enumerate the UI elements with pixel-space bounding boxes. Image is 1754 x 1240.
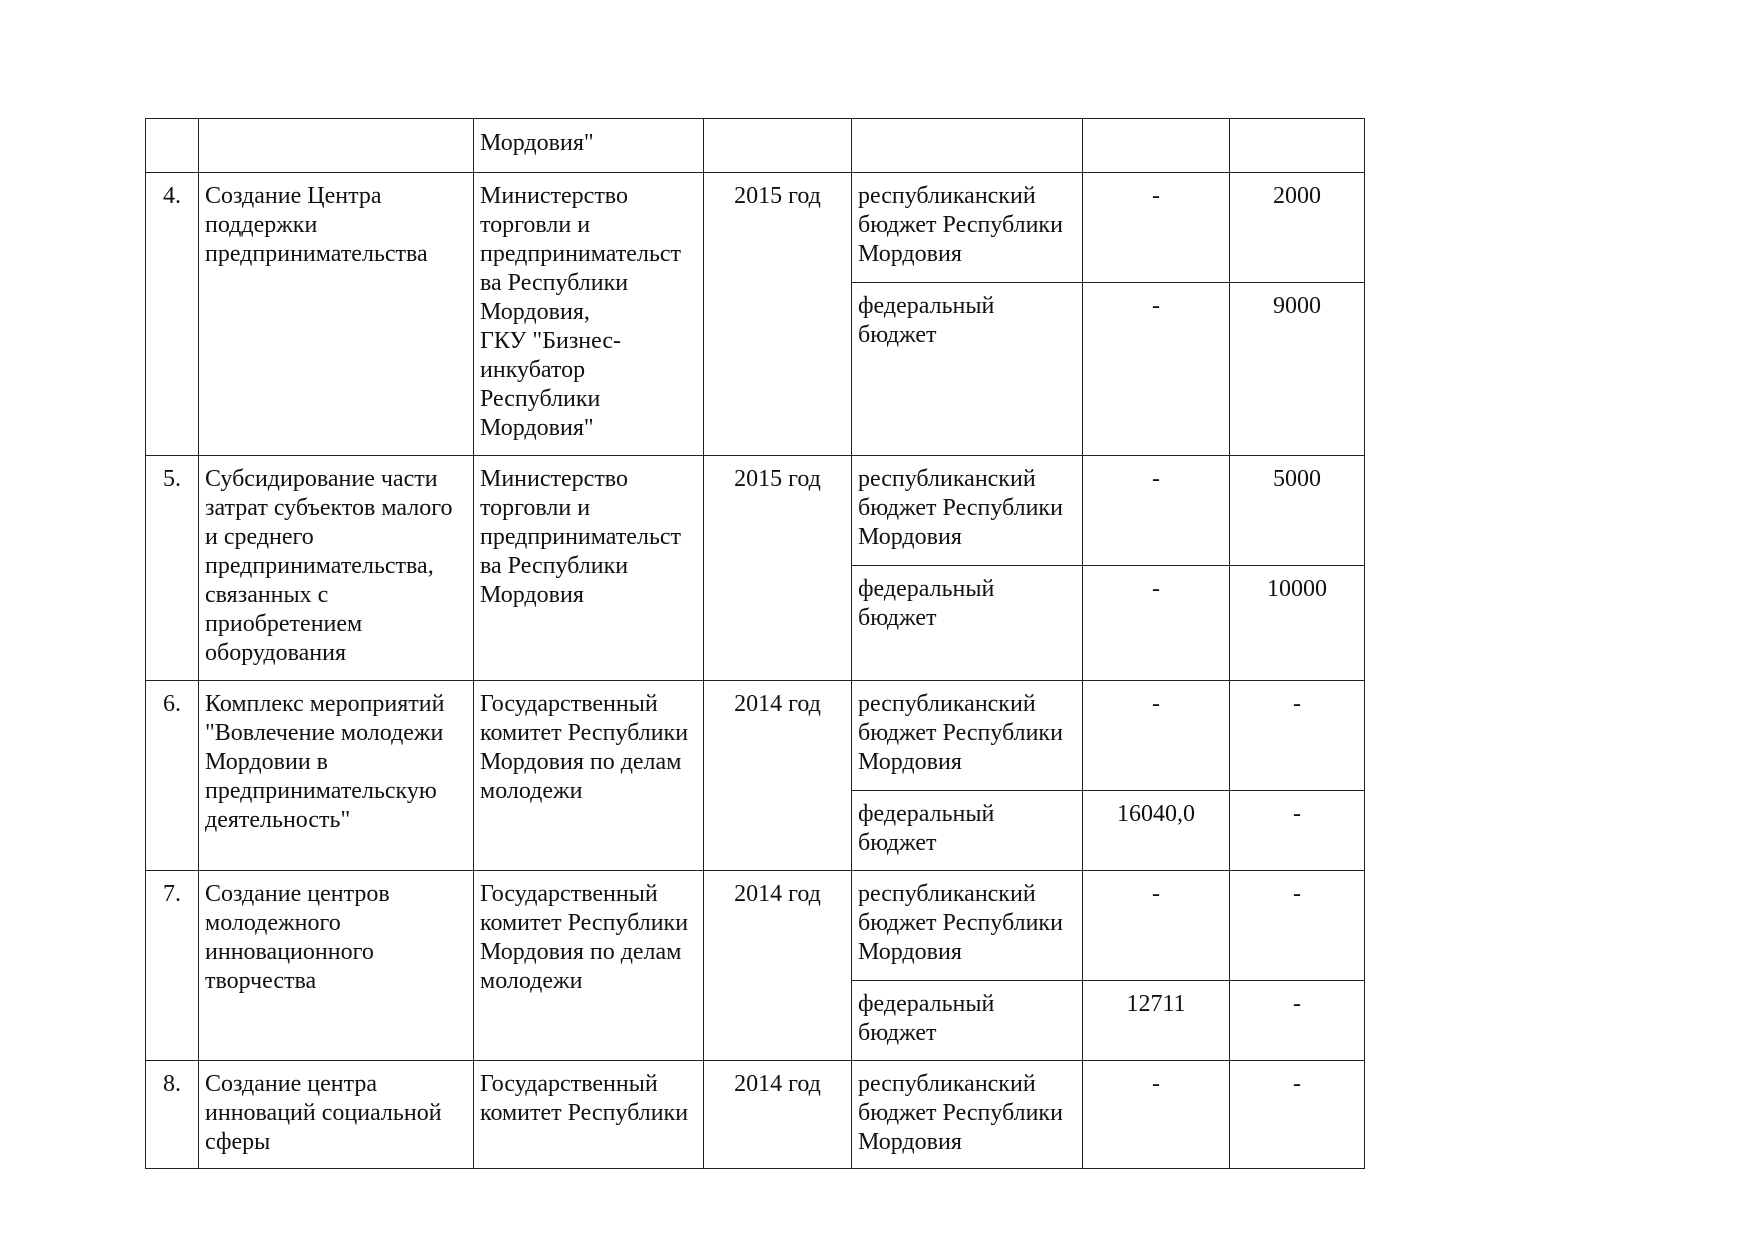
measure-year: 2015 год	[704, 456, 852, 681]
funding-source: федеральный бюджет	[852, 791, 1083, 871]
table-cell-executor: Мордовия"	[474, 119, 704, 173]
funding-value-2014: 16040,0	[1083, 791, 1230, 871]
table-row	[146, 681, 1365, 791]
measure-name: Создание Центра поддержки предпринимательства	[199, 173, 474, 456]
continuation-row	[146, 119, 1365, 173]
funding-value-2015: -	[1230, 981, 1365, 1061]
measure-executor: Министерство торговли и предпринимательст ва Республики Мордовия, ГКУ "Бизнес-инкубатор Республики Мордовия"	[474, 173, 704, 456]
funding-value-2014: -	[1083, 283, 1230, 456]
table-cell-value-2014	[1083, 119, 1230, 173]
table-cell-num	[146, 119, 199, 173]
table-cell-source	[852, 119, 1083, 173]
funding-value-2014: -	[1083, 456, 1230, 566]
funding-source: республиканский бюджет Республики Мордовия	[852, 456, 1083, 566]
funding-value-2015: 5000	[1230, 456, 1365, 566]
row-number: 7.	[146, 871, 199, 1061]
funding-value-2014: 12711	[1083, 981, 1230, 1061]
funding-source: федеральный бюджет	[852, 283, 1083, 456]
funding-source: республиканский бюджет Республики Мордовия	[852, 681, 1083, 791]
funding-source: республиканский бюджет Республики Мордовия	[852, 1061, 1083, 1169]
row-number: 8.	[146, 1061, 199, 1169]
funding-source: республиканский бюджет Республики Мордовия	[852, 173, 1083, 283]
funding-value-2015: -	[1230, 681, 1365, 791]
funding-source: федеральный бюджет	[852, 981, 1083, 1061]
measure-year: 2014 год	[704, 681, 852, 871]
measure-executor: Государственный комитет Республики Мордовия по делам молодежи	[474, 681, 704, 871]
funding-value-2014: -	[1083, 173, 1230, 283]
funding-value-2014: -	[1083, 566, 1230, 681]
measure-name: Субсидирование части затрат субъектов малого и среднего предпринимательства, связанных с приобретением оборудования	[199, 456, 474, 681]
measure-name: Создание центра инноваций социальной сферы	[199, 1061, 474, 1169]
measure-executor: Государственный комитет Республики Мордовия по делам молодежи	[474, 871, 704, 1061]
measure-executor: Министерство торговли и предпринимательст ва Республики Мордовия	[474, 456, 704, 681]
table-cell-value-2015	[1230, 119, 1365, 173]
funding-value-2014: -	[1083, 871, 1230, 981]
funding-source: республиканский бюджет Республики Мордовия	[852, 871, 1083, 981]
row-number: 4.	[146, 173, 199, 456]
table-row	[146, 871, 1365, 981]
table-row	[146, 173, 1365, 283]
table-cell-name	[199, 119, 474, 173]
funding-value-2015: -	[1230, 1061, 1365, 1169]
table-cell-year	[704, 119, 852, 173]
measure-name: Комплекс мероприятий "Вовлечение молодежи Мордовии в предпринимательскую деятельность"	[199, 681, 474, 871]
row-number: 5.	[146, 456, 199, 681]
funding-value-2014: -	[1083, 681, 1230, 791]
measure-year: 2014 год	[704, 1061, 852, 1169]
row-number: 6.	[146, 681, 199, 871]
funding-value-2015: -	[1230, 791, 1365, 871]
measure-executor: Государственный комитет Республики	[474, 1061, 704, 1169]
funding-value-2014: -	[1083, 1061, 1230, 1169]
funding-value-2015: -	[1230, 871, 1365, 981]
table-row	[146, 1061, 1365, 1169]
funding-value-2015: 2000	[1230, 173, 1365, 283]
measure-year: 2014 год	[704, 871, 852, 1061]
measure-name: Создание центров молодежного инновационного творчества	[199, 871, 474, 1061]
funding-source: федеральный бюджет	[852, 566, 1083, 681]
funding-value-2015: 9000	[1230, 283, 1365, 456]
funding-value-2015: 10000	[1230, 566, 1365, 681]
measures-table	[145, 118, 1365, 1169]
table-row	[146, 456, 1365, 566]
measure-year: 2015 год	[704, 173, 852, 456]
